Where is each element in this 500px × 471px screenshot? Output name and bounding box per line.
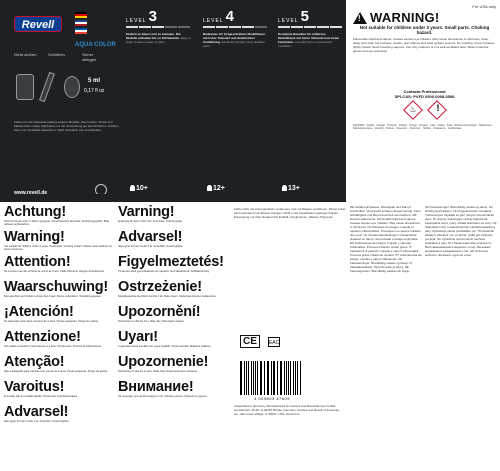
level-panel-3 [122,8,197,194]
contact-info [353,89,496,99]
person-icon [130,185,135,191]
step-label: Schütteln [48,52,65,57]
warnings-column-1 [4,205,116,430]
warning-heading: Waarschuwing! [4,279,109,295]
brand-description: Farben für die Wasserbemalung anderer Modelle, bitte Farben, Pinsel und Malutensilien sowie Sprühdose vor der Anwendung gut durchmischen. Farbton kann vom Druckbild abweichen. Nach Gebrauch gut verschließen. [14,120,119,132]
barcode [240,357,300,395]
warning-item [4,230,116,255]
usage-illustration [14,68,114,118]
level-number: 5 [300,8,309,25]
warning-text: Nevhodné pro děti do 3 let. Malé díly. Nebezpečí udušení. [118,320,185,323]
website-link[interactable]: www.revell.de [14,190,48,194]
barcode-bar [260,361,261,395]
warning-item [118,305,230,330]
age-badge [130,185,148,192]
barcode-number: 4 009803 47609 [254,396,290,401]
warning-item [4,305,116,330]
person-icon [282,185,287,191]
flag-icon [75,20,87,26]
barcode-bar [241,361,242,395]
warning-item [118,230,230,255]
manufacturer-info: Assembled in Germany. Manufactured for Carrera and Revell Europe GmbH, Henschelstr. 20-30, D-32257 Bünde, Germany. Carrera and Revell of Americas, Inc., Elk Grove Village, IL 60007, USA. Revell Inc. [234,404,340,416]
level-text-en: Complex kit for experienced modellers. [278,40,332,48]
level-word: LEVEL [278,18,299,24]
warning-text: No adecuado para niños menores de 3 años. Piezas pequeñas. Peligro de asfixia. [4,320,99,323]
hazard-statements-column-1: DE Gefahrenhinweise: Flüssigkeit und Dampf entzündbar. Verursacht schwere Augenreizung. Kann Schläfrigkeit und Benommenheit verursachen. GB Hazard statements: Flammable liquid and vapour. Causes serious eye irritation. May cause drowsiness or dizziness. FR Mentions de danger: Liquide et vapeurs inflammables. Provoque une sévère irritation des yeux. NL Gevarenaanduidingen: Ontvlambare vloeistof en damp. Veroorzaakt ernstige oogirritatie. ES Indicaciones de peligro: Líquido y vapores inflamables. Provoca irritación ocular grave. IT Indicazioni di pericolo: Liquido e vapori infiammabili. Provoca grave irritazione oculare. PT Advertências de perigo: Líquido e vapor inflamáveis. DK Faresætninger: Brandfarlig væske og damp. FI Vaaralausekkeet: Syttyvä neste ja höyry. SE Faroangivelser: Brandfarlig vätska och ånga. [350,205,422,273]
level-text-de: Baukasten für fortgeschrittene Modellbauer mit hoher Teilezahl und detailreicher Ausführung. [203,32,266,44]
step-label: Sicher ablegen [82,52,97,62]
warning-heading: Upozornění! [118,304,201,320]
brand-panel [5,8,120,194]
usa-only-note: For USA only [472,4,496,9]
brush-icon [39,72,55,102]
jar-icon [16,74,34,100]
level-text-en: Advanced kit with many detailed parts. [203,40,265,48]
level-text-de: Einfach zu bauen und zu bemalen. Die Modelle enthalten bis zu 100 Bauteile. [126,32,181,40]
level-number: 4 [225,8,234,25]
warning-text: Ikke egnet for barn under 3 år. Små deler. Kvelningsfare. [118,245,184,248]
warning-item [118,280,230,305]
contact-name: Contacta Professional [403,89,446,94]
danger-translations: DANGER · Gefahr · Danger · Pericolo · Peligro · Perigo · Gevaar · Fare · Vaara · Fara · Niebezpieczeństwo · Nebezpečí · Nebezpečenstvo · Veszély · Pericol · Опасност · Κίνδυνος · Tehlike · Опасность · Небезпека [353,124,494,131]
age-value: 12+ [213,185,225,192]
level-description [203,32,269,48]
warning-heading: ¡Atención! [4,304,74,320]
usage-instructions [234,207,346,307]
warning-text: Non adatto a bambini di età inferiore a 3 anni. Piccole parti. Pericolo di soffocamento. [4,345,102,348]
level-indicator [278,26,342,28]
age-value: 10+ [136,185,148,192]
warning-text: Não é adequado para crianças com menos de 3 anos. Peças pequenas. Perigo de asfixia. [4,370,108,373]
warning-heading: Figyelmeztetés! [118,254,224,270]
mixing-icon [64,76,80,98]
warning-heading: Atenção! [4,354,65,370]
warning-item [118,380,230,405]
level-indicator [126,26,190,28]
level-heading [126,10,190,24]
warning-text: Not suitable for children under 3 years. Small parts. Choking hazard. Please retain address for future reference. [4,245,113,252]
warning-text: 3 éves kor alatti gyermekeknek nem ajánlott. Apró alkatrészek. Fulladásveszély. [118,270,210,273]
warning-text: Nieodpowiednie dla dzieci poniżej 3 lat. Małe części. Niebezpieczeństwo zadławienia. [118,295,217,298]
warning-subtitle: Not suitable for children under 3 years. Small parts. Choking hazard. [359,25,490,35]
warning-heading: Advarsel! [4,404,69,420]
warning-item [118,205,230,230]
level-heading [203,10,267,24]
certification-marks [240,335,280,348]
warning-heading: Advarsel! [118,229,183,245]
warning-text: Ikke egnet for børn under 3 år. Små dele. Kvælningsfare. [4,420,70,423]
warning-text: Ej lämplig för barn under 3 år. Små delar. Kvävningsrisk. [118,220,183,223]
eac-mark: EAC [268,337,280,347]
warning-item [4,355,116,380]
warning-heading: Varoitus! [4,379,65,395]
barcode-bar [290,361,291,395]
volume-value: 5 ml [88,78,101,84]
warning-item [4,330,116,355]
ghs-pictograms [353,103,496,117]
warning-text: Niet geschikt voor kinderen jonger dan 3 jaar. Kleine onderdelen. Verstikkingsgevaar. [4,295,102,298]
level-text-de: Komplexe Bausätze für erfahrene Modellbauer mit hoher Teilezahl und vielen Feinheiten. [278,32,340,44]
warning-text: Ne convient pas aux enfants de moins de 3 ans. Petits éléments. Danger d'étouffement. [4,270,105,273]
warning-heading: Uyarı! [118,329,158,345]
warning-heading: Warning! [4,229,65,245]
warning-item [118,255,230,280]
warning-triangle-icon [353,12,367,24]
warning-heading: Внимание! [118,379,194,395]
exclamation-hazard-icon [427,100,447,120]
level-heading [278,10,342,24]
warning-item [4,405,116,430]
warning-item [118,330,230,355]
product-line: AQUA COLOR [75,42,116,48]
revell-logo: Revell [14,16,62,32]
flag-icon [75,28,87,34]
warning-heading: Ostrzeżenie! [118,279,202,295]
warning-heading [353,10,496,25]
barcode-bar [280,361,281,395]
usage-steps [14,52,108,62]
warning-heading: Attention! [4,254,71,270]
warning-text: 3 yaşından küçük çocuklar için uygun değildir. Küçük parçalar. Boğulma tehlikesi. [118,345,211,348]
warning-text: Nevhodné pre deti do 3 rokov. Malé časti. Nebezpečenstvo udusenia. [118,370,198,373]
flag-column [75,12,87,34]
barcode-bar [286,361,287,395]
warning-item [4,205,116,230]
hazard-statements-column-2: NO Faresetninger: Brannfarlig væske og damp. Gir alvorlig øyeirritasjon. HU Figyelmeztető mondatok: Tűzveszélyes folyadék és gőz. Súlyos szemirritációt okoz. PL Zwroty wskazujące rodzaj zagrożenia: Łatwopalna ciecz i pary. Działa drażniąco na oczy. CZ Standardní věty o nebezpečnosti: Hořlavá kapalina a páry. Způsobuje vážné podráždění očí. TR Zararlılık ifadeleri: Alevlenir sıvı ve buhar. Ciddi göz tahrişine yol açar. SK Výstražné upozornenia: Horľavá kvapalina a pary. RU Характеристики опасности: Воспламеняющаяся жидкость и пар. Вызывает выраженное раздражение глаз. GR Δηλώσεις κινδύνου: Εύφλεκτο υγρό και ατμοί. [425,205,497,257]
level-panel-5 [274,8,344,194]
flame-hazard-icon [403,100,423,120]
warning-heading: Attenzione! [4,329,81,345]
instructions-text: Farbe nicht mit Lösungsmitteln verdünnen. Nur mit Wasser verdünnen. Pinsel sofort nach Gebrauch mit Wasser reinigen. Nicht in die Kanalisation gelangen lassen. Entsorgung nur über Sondermüll. Enthält: Acrylpolymer, Wasser, Pigmente. [234,207,346,219]
barcode-bar [297,361,298,395]
warning-heading: Achtung! [4,204,67,220]
warning-title: WARNING! [370,10,440,25]
barcode-bar [274,361,275,395]
warning-heading: Varning! [118,204,175,220]
contact-phone: SPI-CAS: PVFD 0500-0008-0508 [394,94,455,99]
warnings-column-2 [118,205,230,405]
warning-item [118,355,230,380]
age-value: 13+ [288,185,300,192]
volume-oz-value: 0,17 fl oz [84,88,105,94]
warning-text: Ei sovellu alle 3-vuotiaille lapsille. Pieniä osia. Tukehtumisvaara. [4,395,78,398]
top-label-strip [0,0,346,202]
person-icon [207,185,212,191]
recycle-icon [95,184,107,194]
level-word: LEVEL [126,18,147,24]
level-word: LEVEL [203,18,224,24]
barcode-bar [261,361,262,395]
barcode-bar [253,361,254,395]
level-indicator [203,26,267,28]
level-text-en: Easy to build, limited number of parts. [126,36,191,44]
level-description [126,32,192,44]
level-panel-4 [199,8,272,194]
warning-heading: Upozornenie! [118,354,209,370]
age-badge [207,185,225,192]
warning-item [4,380,116,405]
age-badge [282,185,300,192]
warning-item [4,255,116,280]
warning-text: Nicht für Kinder unter 3 Jahren geeignet. Verschluckbare Kleinteile. Erstickungsgefahr. Bitte Adresse aufbewahren. [4,220,110,227]
usa-warning-label [353,4,496,150]
warning-body: Flammable liquid and vapour. Causes serious eye irritation. May cause drowsiness or dizziness. Keep away from heat, hot surfaces, sparks, open flames and other ignition sources. No smoking. Keep container tightly closed. Avoid breathing vapours. Use only outdoors or in a well-ventilated area. Wear protective gloves and eye protection. [353,37,495,53]
step-label: Nicht stoßen [14,52,37,57]
warning-item [4,280,116,305]
flag-icon [75,12,87,18]
level-description [278,32,344,48]
barcode-bar [268,361,269,395]
warning-text: Не подходит для детей младше 3 лет. Мелкие детали. Опасность удушья. [118,395,208,398]
level-number: 3 [148,8,157,25]
ce-mark: CE [240,335,260,348]
barcode-bar [248,361,249,395]
